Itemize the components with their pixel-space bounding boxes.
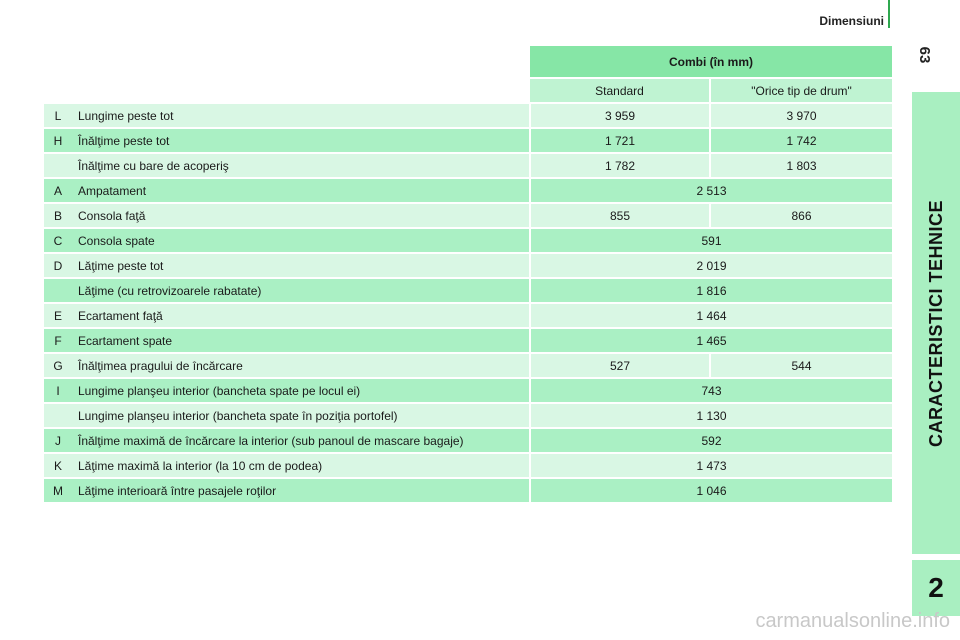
dimension-code: A	[44, 178, 72, 203]
value-standard: 1 782	[530, 153, 710, 178]
blank-cell	[44, 46, 530, 78]
value-offroad: 1 803	[710, 153, 892, 178]
table-column-header-row	[44, 78, 892, 103]
dimension-code: F	[44, 328, 72, 353]
dimension-label: Consola faţă	[72, 203, 530, 228]
dimension-code: B	[44, 203, 72, 228]
dimension-code: G	[44, 353, 72, 378]
chapter-number: 2	[912, 560, 960, 616]
value-common: 592	[530, 428, 892, 453]
value-common: 1 046	[530, 478, 892, 503]
dimensions-table	[44, 46, 892, 504]
dimension-label: Înălţime cu bare de acoperiş	[72, 153, 530, 178]
table-row	[44, 453, 892, 478]
table-row	[44, 403, 892, 428]
value-standard: 3 959	[530, 103, 710, 128]
value-standard: 855	[530, 203, 710, 228]
value-common: 591	[530, 228, 892, 253]
dimension-label: Lungime planşeu interior (bancheta spate pe locul ei)	[72, 378, 530, 403]
value-standard: 527	[530, 353, 710, 378]
table-row	[44, 228, 892, 253]
value-common: 1 130	[530, 403, 892, 428]
value-offroad: 544	[710, 353, 892, 378]
value-offroad: 3 970	[710, 103, 892, 128]
dimension-code: J	[44, 428, 72, 453]
dimension-label: Înălţimea pragului de încărcare	[72, 353, 530, 378]
value-common: 1 464	[530, 303, 892, 328]
table-row	[44, 178, 892, 203]
dimension-code: L	[44, 103, 72, 128]
value-common: 2 513	[530, 178, 892, 203]
value-offroad: 866	[710, 203, 892, 228]
group-header: Combi (în mm)	[530, 46, 892, 78]
dimension-label: Înălţime maximă de încărcare la interior (sub panoul de mascare bagaje)	[72, 428, 530, 453]
value-common: 2 019	[530, 253, 892, 278]
table-row	[44, 353, 892, 378]
dimension-label: Lăţime interioară între pasajele roţilor	[72, 478, 530, 503]
dimension-code: I	[44, 378, 72, 403]
dimension-code: D	[44, 253, 72, 278]
dimension-label: Lăţime maximă la interior (la 10 cm de podea)	[72, 453, 530, 478]
table-row	[44, 153, 892, 178]
table-group-header-row	[44, 46, 892, 78]
value-standard: 1 721	[530, 128, 710, 153]
table-row	[44, 278, 892, 303]
dimension-label: Ampatament	[72, 178, 530, 203]
watermark: carmanualsonline.info	[755, 610, 950, 632]
dimension-code: E	[44, 303, 72, 328]
dimension-label: Ecartament spate	[72, 328, 530, 353]
dimension-code: H	[44, 128, 72, 153]
table-row	[44, 203, 892, 228]
chapter-label	[912, 92, 960, 554]
table-row	[44, 103, 892, 128]
dimension-label: Lăţime peste tot	[72, 253, 530, 278]
table-row	[44, 428, 892, 453]
column-header-offroad: "Orice tip de drum"	[710, 78, 892, 103]
dimension-label: Consola spate	[72, 228, 530, 253]
value-common: 1 473	[530, 453, 892, 478]
section-title: Dimensiuni	[819, 14, 884, 28]
chapter-label-text: CARACTERISTICI TEHNICE	[925, 199, 946, 447]
table-row	[44, 303, 892, 328]
value-common: 1 465	[530, 328, 892, 353]
table-row	[44, 378, 892, 403]
table-row	[44, 128, 892, 153]
value-common: 1 816	[530, 278, 892, 303]
value-offroad: 1 742	[710, 128, 892, 153]
table-row	[44, 478, 892, 503]
dimension-label: Înălţime peste tot	[72, 128, 530, 153]
dimension-label: Lăţime (cu retrovizoarele rabatate)	[72, 278, 530, 303]
table-row	[44, 328, 892, 353]
column-header-standard: Standard	[530, 78, 710, 103]
table-row	[44, 253, 892, 278]
dimension-code: C	[44, 228, 72, 253]
page-number: 63	[916, 46, 934, 64]
dimension-code	[44, 403, 72, 428]
dimension-code	[44, 153, 72, 178]
dimension-code: M	[44, 478, 72, 503]
dimension-label: Ecartament faţă	[72, 303, 530, 328]
dimension-code	[44, 278, 72, 303]
dimension-label: Lungime peste tot	[72, 103, 530, 128]
dimension-code: K	[44, 453, 72, 478]
value-common: 743	[530, 378, 892, 403]
header-divider	[888, 0, 890, 28]
blank-cell	[44, 78, 530, 103]
dimension-label: Lungime planşeu interior (bancheta spate în poziţia portofel)	[72, 403, 530, 428]
